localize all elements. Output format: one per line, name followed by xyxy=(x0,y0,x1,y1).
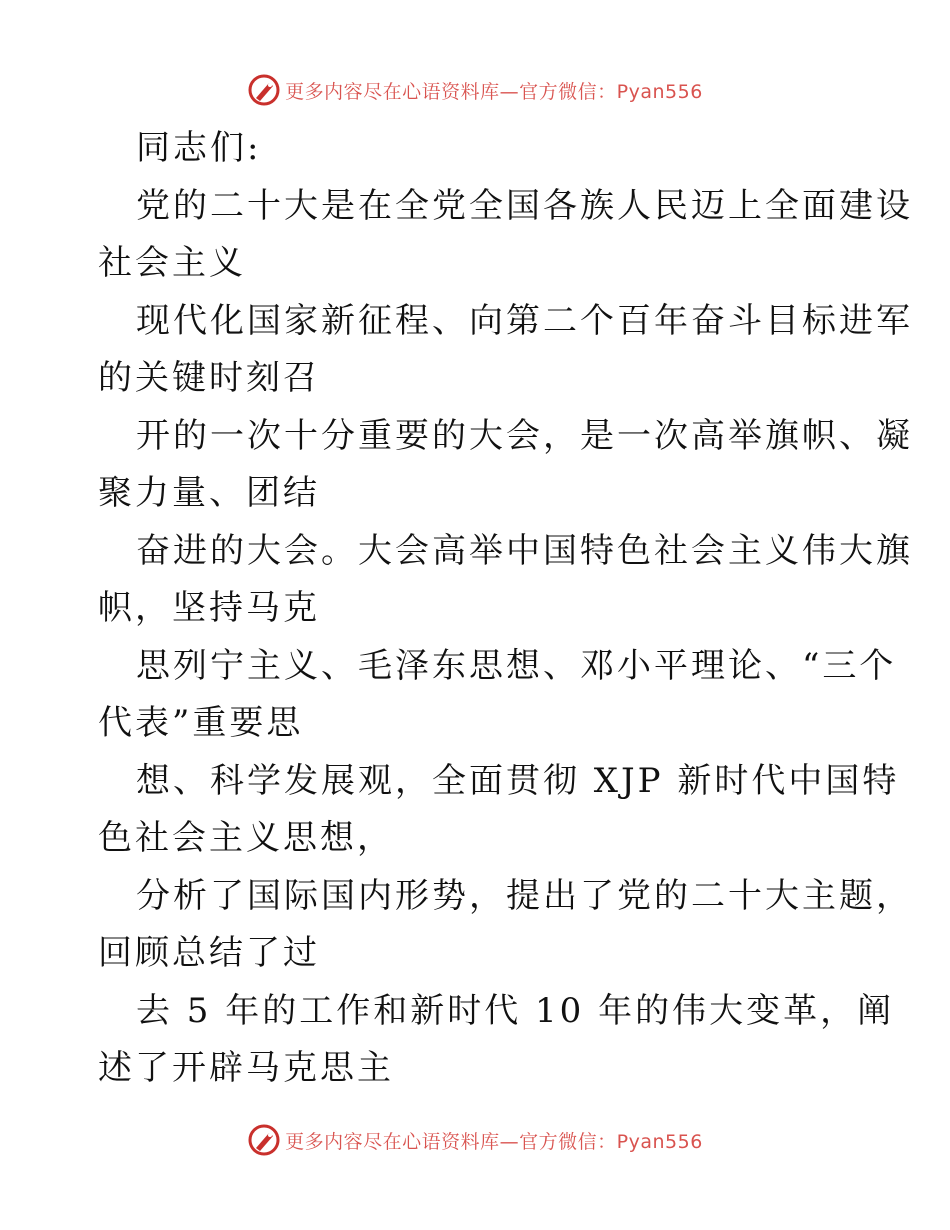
text-line: 的关键时刻召 xyxy=(98,358,320,398)
text-line: 现代化国家新征程、向第二个百年奋斗目标进军 xyxy=(136,300,913,341)
text-line: 奋进的大会。大会高举中国特色社会主义伟大旗 xyxy=(136,530,913,571)
pen-nib-logo-icon xyxy=(247,1123,281,1157)
text-line: 帜，坚持马克 xyxy=(98,588,320,628)
text-line: 开的一次十分重要的大会，是一次高举旗帜、凝 xyxy=(136,415,913,456)
footer-watermark xyxy=(0,1120,950,1160)
text-line: 想、科学发展观，全面贯彻 XJP 新时代中国特 xyxy=(136,760,900,801)
text-line: 党的二十大是在全党全国各族人民迈上全面建设 xyxy=(136,185,913,226)
text-line: 代表”重要思 xyxy=(98,703,304,743)
document-body xyxy=(98,120,913,1098)
text-line: 聚力量、团结 xyxy=(98,473,320,513)
text-line: 社会主义 xyxy=(98,243,246,283)
text-line: 回顾总结了过 xyxy=(98,933,320,973)
header-watermark xyxy=(0,70,950,110)
text-line: 去 5 年的工作和新时代 10 年的伟大变革，阐 xyxy=(136,990,895,1031)
text-line: 述了开辟马克思主 xyxy=(98,1048,394,1088)
watermark-text: 更多内容尽在心语资料库—官方微信：Pyan556 xyxy=(285,80,703,103)
text-line: 色社会主义思想， xyxy=(98,818,394,858)
text-line: 同志们: xyxy=(136,128,262,168)
text-line: 分析了国际国内形势，提出了党的二十大主题， xyxy=(136,875,913,916)
watermark-text: 更多内容尽在心语资料库—官方微信：Pyan556 xyxy=(285,1130,703,1153)
text-line: 思列宁主义、毛泽东思想、邓小平理论、“三个 xyxy=(136,645,897,686)
pen-nib-logo-icon xyxy=(247,73,281,107)
